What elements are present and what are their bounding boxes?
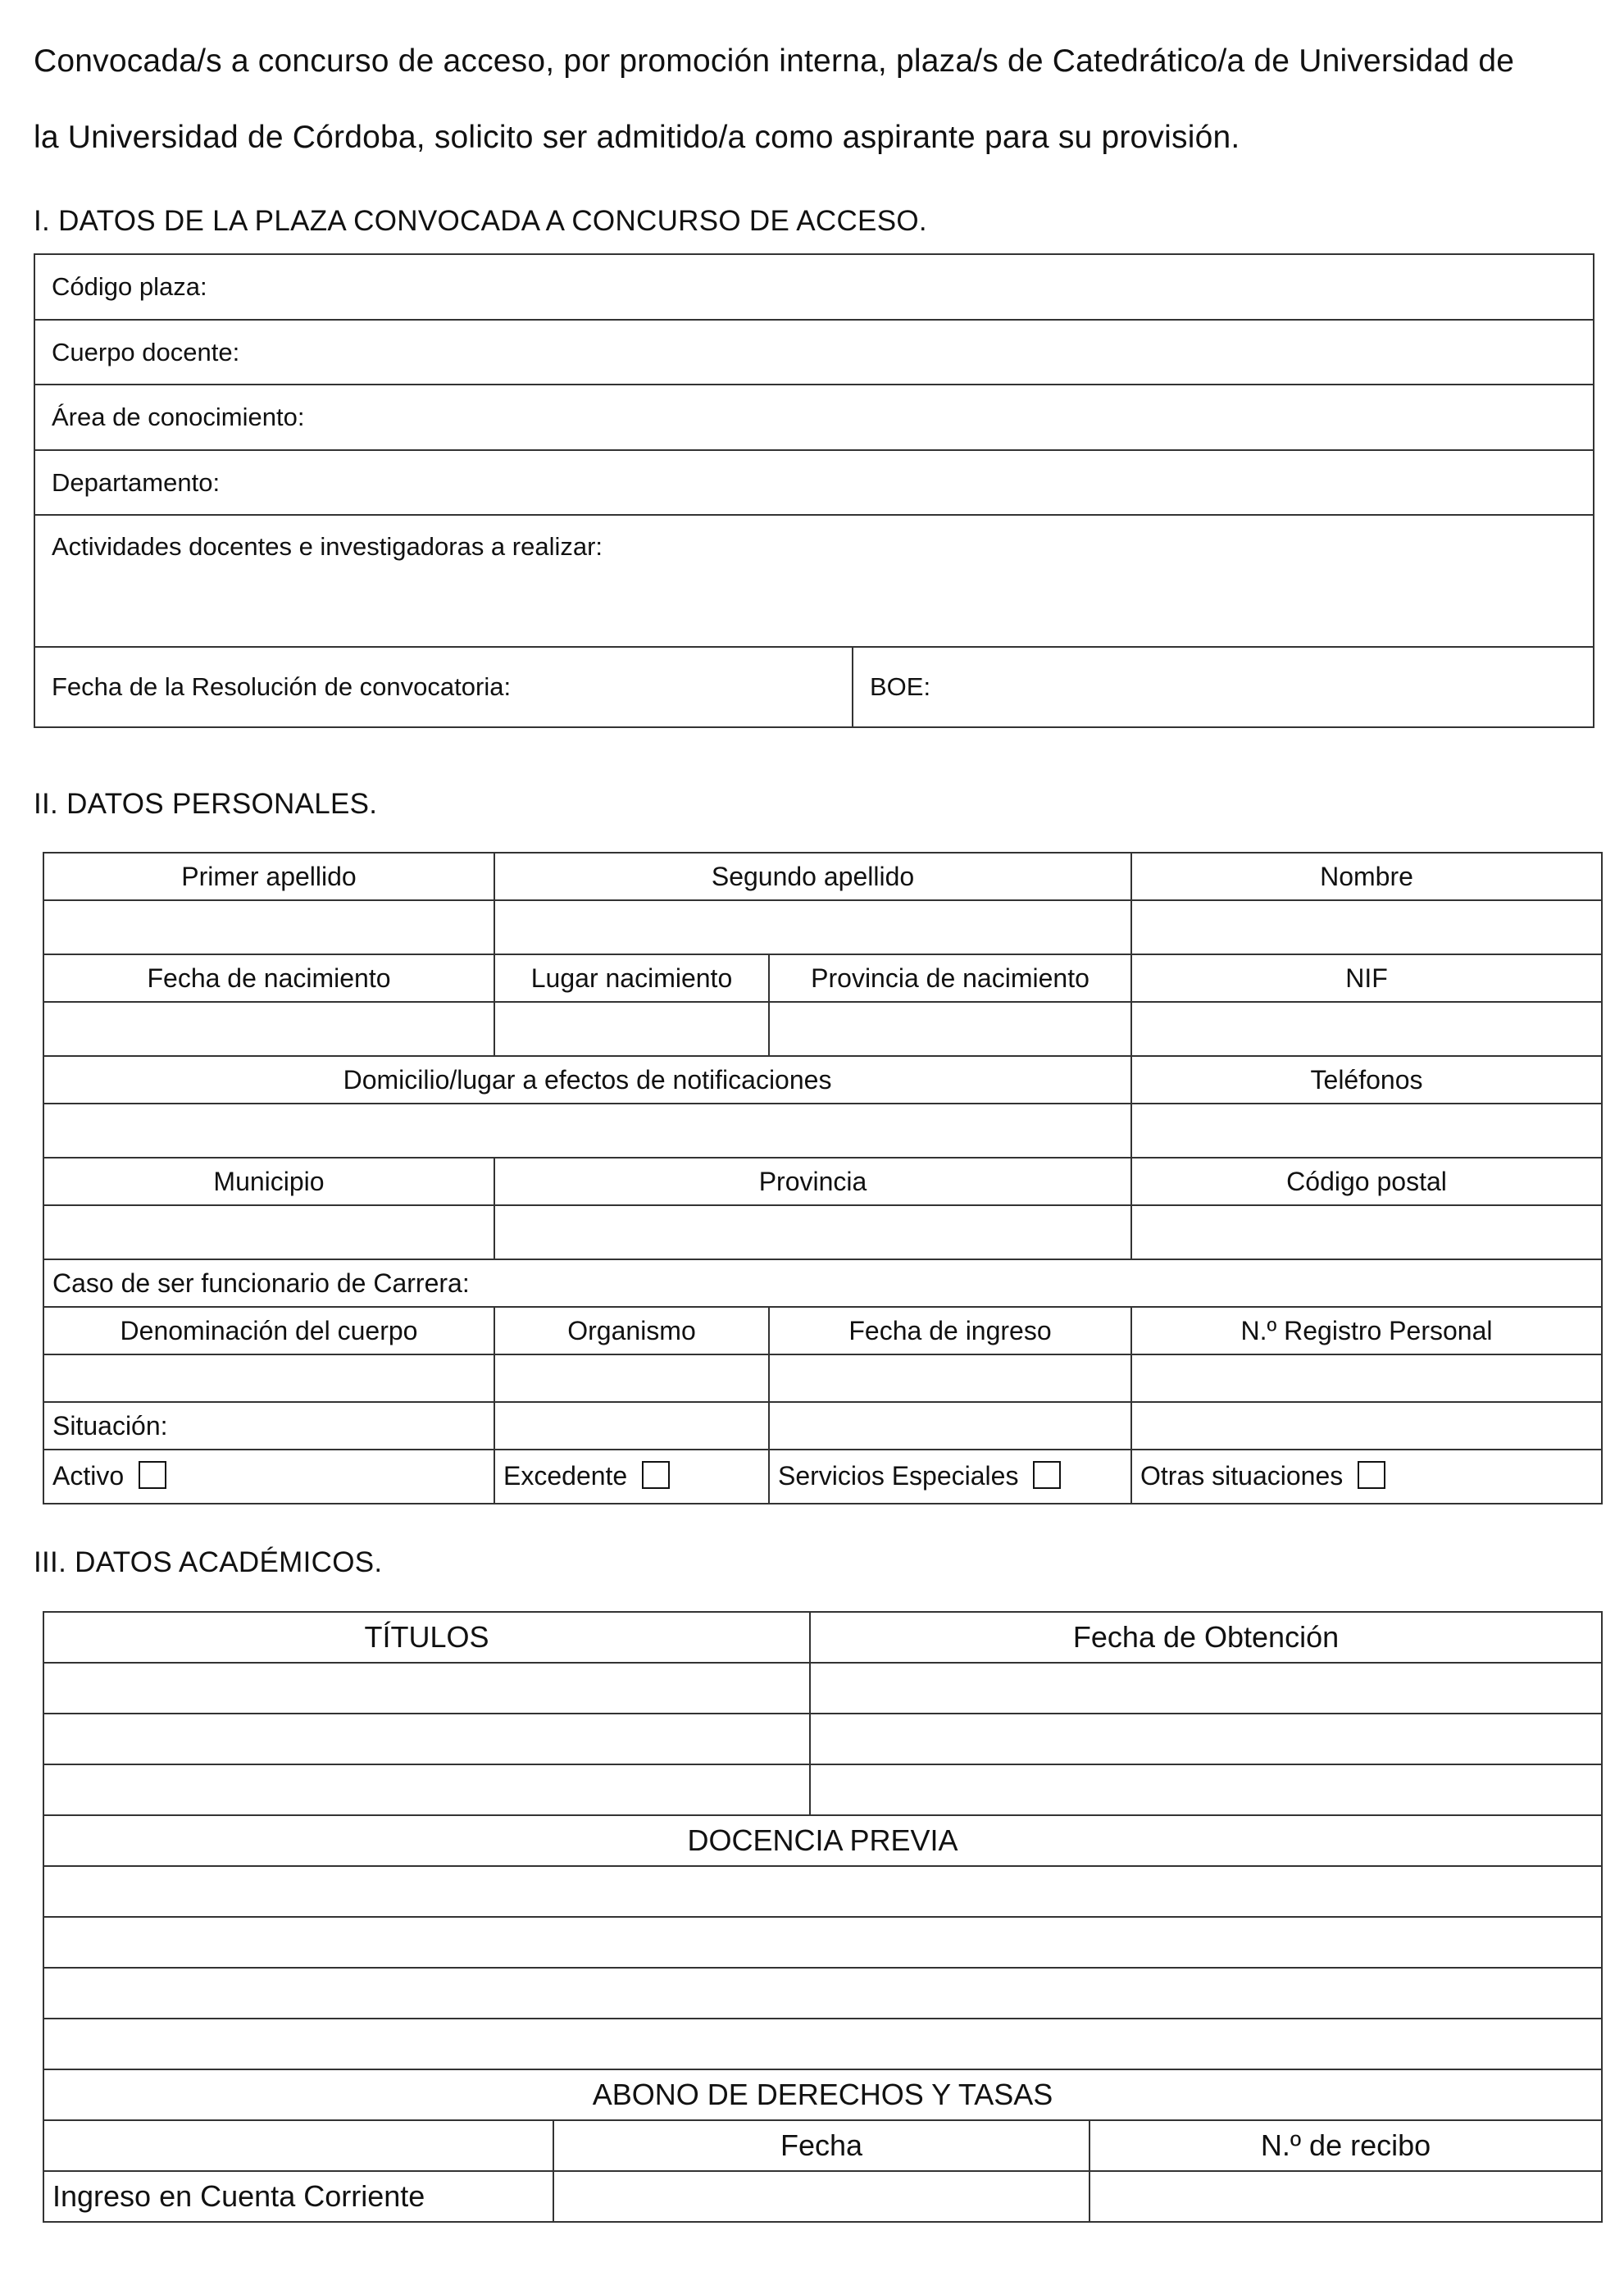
nombre-header: Nombre	[1131, 853, 1602, 900]
provincia-header: Provincia	[494, 1158, 1131, 1205]
fecha-ingreso-header: Fecha de ingreso	[769, 1307, 1131, 1354]
otras-label: Otras situaciones	[1140, 1461, 1344, 1491]
recibo-header: N.º de recibo	[1089, 2120, 1602, 2171]
area-conocimiento-label: Área de conocimiento:	[52, 403, 305, 431]
servicios-checkbox[interactable]	[1033, 1461, 1061, 1489]
titulo-input[interactable]	[43, 1764, 810, 1815]
fecha-obtencion-input[interactable]	[810, 1714, 1602, 1764]
docencia-input[interactable]	[43, 1866, 1602, 1917]
fecha-resolucion-field[interactable]	[34, 647, 853, 727]
otras-checkbox[interactable]	[1358, 1461, 1385, 1489]
municipio-header: Municipio	[43, 1158, 494, 1205]
departamento-label: Departamento:	[52, 467, 221, 497]
docencia-input[interactable]	[43, 1917, 1602, 1968]
organismo-input[interactable]	[494, 1354, 769, 1402]
codigo-plaza-field[interactable]	[34, 254, 1594, 320]
nif-header: NIF	[1131, 954, 1602, 1002]
abono-header: ABONO DE DERECHOS Y TASAS	[43, 2069, 1602, 2120]
domicilio-input[interactable]	[43, 1104, 1131, 1158]
codigo-postal-input[interactable]	[1131, 1205, 1602, 1259]
docencia-header: DOCENCIA PREVIA	[43, 1815, 1602, 1866]
section-3-title: III. DATOS ACADÉMICOS.	[34, 1546, 383, 1578]
personal-data-table	[43, 852, 1603, 1504]
excedente-option	[494, 1450, 769, 1504]
recibo-input[interactable]	[1089, 2171, 1602, 2222]
boe-label: BOE:	[870, 672, 931, 701]
activo-checkbox[interactable]	[139, 1461, 166, 1489]
lugar-nacimiento-input[interactable]	[494, 1002, 769, 1056]
segundo-apellido-header: Segundo apellido	[494, 853, 1131, 900]
otras-option	[1131, 1450, 1602, 1504]
domicilio-header: Domicilio/lugar a efectos de notificaciones	[43, 1056, 1131, 1104]
lugar-nacimiento-header: Lugar nacimiento	[494, 954, 769, 1002]
section-2-title: II. DATOS PERSONALES.	[34, 788, 378, 820]
nif-input[interactable]	[1131, 1002, 1602, 1056]
departamento-field[interactable]	[34, 450, 1594, 515]
cuerpo-docente-field[interactable]	[34, 320, 1594, 385]
actividades-field[interactable]	[34, 515, 1594, 647]
fecha-input[interactable]	[553, 2171, 1089, 2222]
cuerpo-docente-label: Cuerpo docente:	[52, 337, 240, 366]
section-1-title: I. DATOS DE LA PLAZA CONVOCADA A CONCURSO DE ACCESO.	[34, 205, 927, 237]
academic-data-table	[43, 1611, 1603, 2223]
telefonos-header: Teléfonos	[1131, 1056, 1602, 1104]
intro-line-1: Convocada/s a concurso de acceso, por promoción interna, plaza/s de Catedrático/a de Universidad de	[34, 43, 1515, 79]
fecha-obtencion-input[interactable]	[810, 1663, 1602, 1714]
provincia-nacimiento-input[interactable]	[769, 1002, 1131, 1056]
denominacion-input[interactable]	[43, 1354, 494, 1402]
area-conocimiento-field[interactable]	[34, 385, 1594, 450]
provincia-nacimiento-header: Provincia de nacimiento	[769, 954, 1131, 1002]
abono-blank-header	[43, 2120, 553, 2171]
titulos-header: TÍTULOS	[43, 1612, 810, 1663]
docencia-input[interactable]	[43, 1968, 1602, 2019]
titulo-input[interactable]	[43, 1663, 810, 1714]
primer-apellido-header: Primer apellido	[43, 853, 494, 900]
excedente-label: Excedente	[503, 1461, 628, 1491]
situacion-cell-4	[1131, 1402, 1602, 1450]
plaza-data-table	[34, 253, 1594, 728]
intro-paragraph	[34, 23, 1591, 175]
codigo-plaza-label: Código plaza:	[52, 272, 207, 301]
actividades-label: Actividades docentes e investigadoras a realizar:	[52, 532, 603, 561]
registro-header: N.º Registro Personal	[1131, 1307, 1602, 1354]
codigo-postal-header: Código postal	[1131, 1158, 1602, 1205]
fecha-ingreso-input[interactable]	[769, 1354, 1131, 1402]
fecha-obtencion-header: Fecha de Obtención	[810, 1612, 1602, 1663]
fecha-obtencion-input[interactable]	[810, 1764, 1602, 1815]
denominacion-header: Denominación del cuerpo	[43, 1307, 494, 1354]
servicios-option	[769, 1450, 1131, 1504]
fecha-nacimiento-input[interactable]	[43, 1002, 494, 1056]
activo-option	[43, 1450, 494, 1504]
excedente-checkbox[interactable]	[642, 1461, 670, 1489]
activo-label: Activo	[52, 1461, 125, 1491]
docencia-input[interactable]	[43, 2019, 1602, 2069]
municipio-input[interactable]	[43, 1205, 494, 1259]
telefonos-input[interactable]	[1131, 1104, 1602, 1158]
fecha-resolucion-label: Fecha de la Resolución de convocatoria:	[52, 672, 512, 701]
provincia-input[interactable]	[494, 1205, 1131, 1259]
situacion-label: Situación:	[43, 1402, 494, 1450]
boe-field[interactable]	[853, 647, 1594, 727]
intro-line-2: la Universidad de Córdoba, solicito ser admitido/a como aspirante para su provisión.	[34, 120, 1240, 155]
servicios-label: Servicios Especiales	[778, 1461, 1019, 1491]
nombre-input[interactable]	[1131, 900, 1602, 954]
organismo-header: Organismo	[494, 1307, 769, 1354]
fecha-nacimiento-header: Fecha de nacimiento	[43, 954, 494, 1002]
primer-apellido-input[interactable]	[43, 900, 494, 954]
fecha-header: Fecha	[553, 2120, 1089, 2171]
registro-input[interactable]	[1131, 1354, 1602, 1402]
titulo-input[interactable]	[43, 1714, 810, 1764]
situacion-cell-3	[769, 1402, 1131, 1450]
segundo-apellido-input[interactable]	[494, 900, 1131, 954]
ingreso-label: Ingreso en Cuenta Corriente	[43, 2171, 553, 2222]
caso-funcionario-label: Caso de ser funcionario de Carrera:	[43, 1259, 1602, 1307]
situacion-cell-2	[494, 1402, 769, 1450]
